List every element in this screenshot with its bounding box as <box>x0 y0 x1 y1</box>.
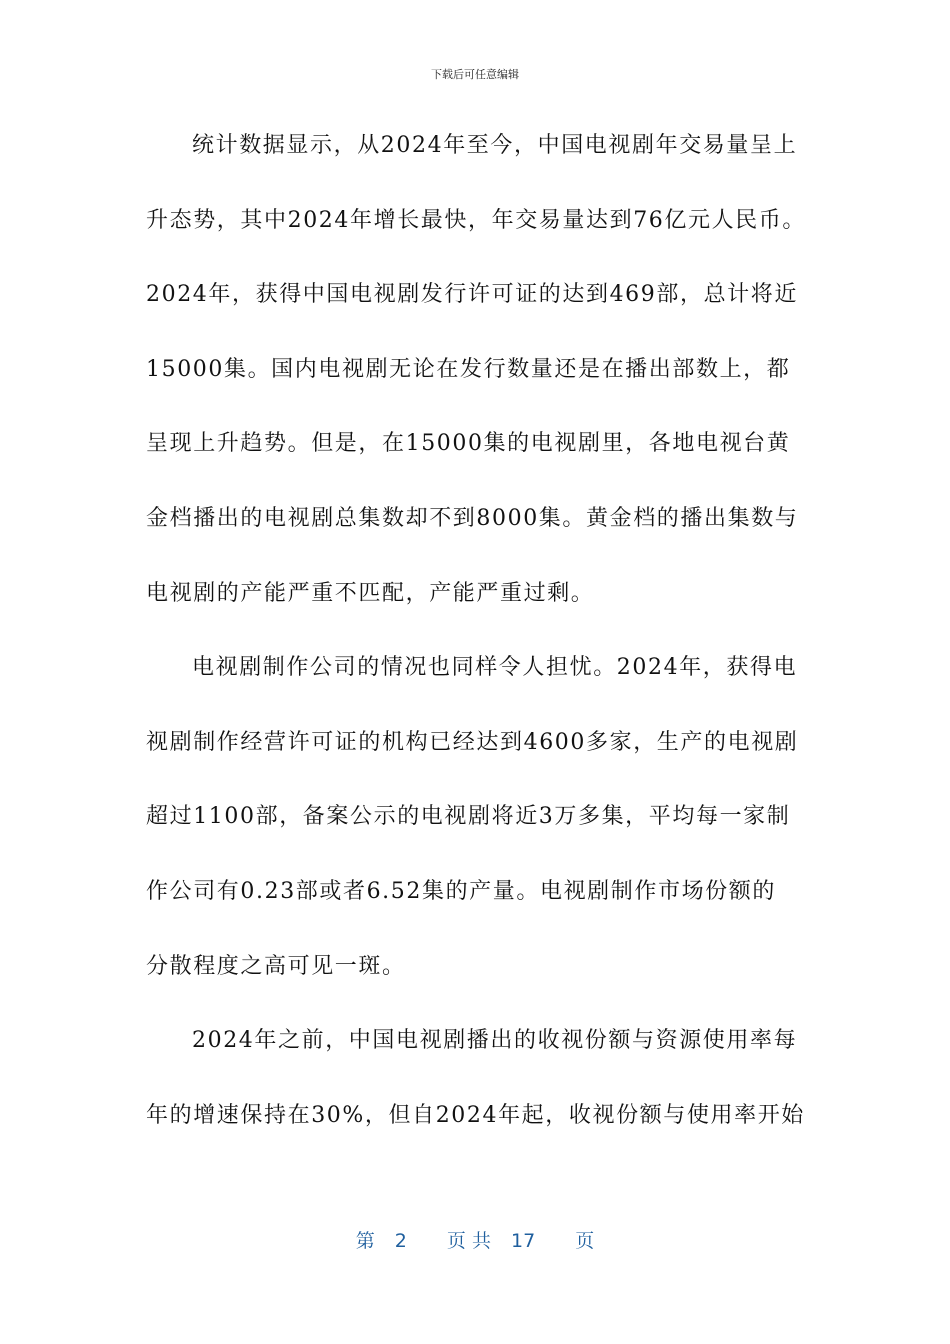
header-note: 下载后可任意编辑 <box>431 68 519 81</box>
total-pages-number: 17 <box>511 1230 536 1252</box>
footer-prefix: 第 <box>355 1230 375 1252</box>
text-line: 作公司有0.23部或者6.52集的产量。电视剧制作市场份额的 <box>146 878 776 904</box>
footer-suffix: 页 <box>575 1230 595 1252</box>
text-line: 15000集。国内电视剧无论在发行数量还是在播出部数上，都 <box>146 356 791 382</box>
text-line: 年的增速保持在30%，但自2024年起，收视份额与使用率开始 <box>146 1102 805 1128</box>
page-footer <box>0 1226 950 1253</box>
document-body <box>146 126 808 1170</box>
text-line: 升态势，其中2024年增长最快，年交易量达到76亿元人民币。 <box>146 207 806 233</box>
current-page-number: 2 <box>394 1230 407 1252</box>
text-line: 视剧制作经营许可证的机构已经达到4600多家，生产的电视剧 <box>146 729 799 755</box>
text-line: 金档播出的电视剧总集数却不到8000集。黄金档的播出集数与 <box>146 505 799 531</box>
text-line: 统计数据显示，从2024年至今，中国电视剧年交易量呈上 <box>192 133 798 158</box>
text-line: 2024年之前，中国电视剧播出的收视份额与资源使用率每 <box>192 1028 798 1054</box>
text-line: 分散程度之高可见一斑。 <box>146 953 406 979</box>
footer-middle: 页 共 <box>446 1230 491 1252</box>
text-line: 2024年，获得中国电视剧发行许可证的达到469部，总计将近 <box>146 282 798 308</box>
text-line: 电视剧制作公司的情况也同样令人担忧。2024年，获得电 <box>192 655 798 681</box>
text-line: 电视剧的产能严重不匹配，产能严重过剩。 <box>146 580 595 606</box>
text-line: 呈现上升趋势。但是，在15000集的电视剧里，各地电视台黄 <box>146 431 791 457</box>
text-line: 超过1100部，备案公示的电视剧将近3万多集，平均每一家制 <box>146 804 791 830</box>
